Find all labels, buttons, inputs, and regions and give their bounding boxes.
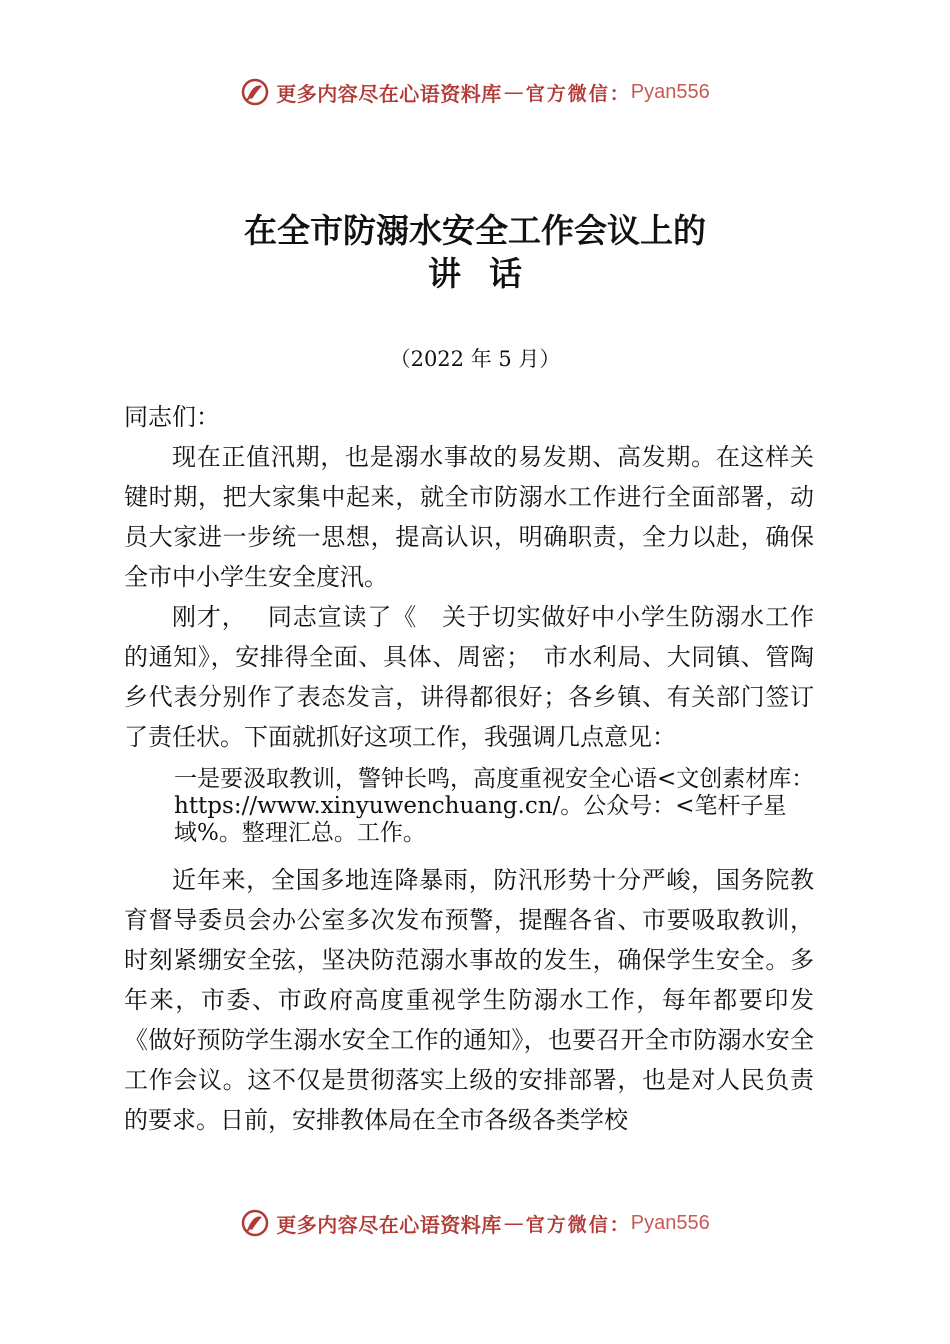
- paragraph-4: 近年来，全国多地连降暴雨，防汛形势十分严峻，国务院教育督导委员会办公室多次发布预警，提醒各省、市要吸取教训，时刻紧绷安全弦，坚决防范溺水事故的发生，确保学生安全。多年来，市委、市政府高度重视学生防溺水工作，每年都要印发《做好预防学生溺水安全工作的通知》，也要召开全市防溺水安全工作会议。这不仅是贯彻落实上级的安排部署，也是对人民负责的要求。日前，安排教体局在全市各级各类学校: [124, 866, 814, 1134]
- banner-site-text: 更多内容尽在心语资料库: [276, 81, 502, 106]
- banner-separator: —: [503, 1211, 524, 1235]
- banner-wechat-label: 官方微信：: [525, 82, 631, 105]
- footer-banner: [0, 1203, 950, 1243]
- banner-wechat-id: Pyan556: [630, 1211, 710, 1234]
- document-title-line2: 讲话: [428, 254, 550, 293]
- paragraph-2: 刚才， 同志宣读了《 关于切实做好中小学生防溺水工作的通知》，安排得全面、具体、周密； 市水利局、大同镇、管陶乡代表分别作了表态发言，讲得都很好；各乡镇、有关部门签订了责任状。下面就抓好这项工作，我强调几点意见：: [124, 603, 814, 751]
- document-title: 在全市防溺水安全工作会议上的: [244, 211, 706, 250]
- salutation: 同志们：: [124, 403, 220, 431]
- header-banner: [0, 72, 950, 112]
- logo-icon: [240, 77, 270, 107]
- banner-separator: —: [503, 80, 524, 104]
- banner-site-text: 更多内容尽在心语资料库: [276, 1212, 502, 1237]
- document-date: （2022 年 5 月）: [389, 347, 561, 371]
- paragraph-1: 现在正值汛期，也是溺水事故的易发期、高发期。在这样关键时期，把大家集中起来，就全市防溺水工作进行全面部署，动员大家进一步统一思想，提高认识，明确职责，全力以赴，确保全市中小学生安全度汛。: [124, 443, 814, 591]
- logo-icon: [240, 1208, 270, 1238]
- banner-wechat-label: 官方微信：: [525, 1213, 631, 1236]
- paragraph-3: 一是要汲取教训，警钟长鸣，高度重视安全心语<文创素材库：https://www.xinyuwenchuang.cn/。公众号：<笔杆子星域%。整理汇总。工作。: [174, 766, 815, 846]
- banner-wechat-id: Pyan556: [630, 80, 710, 103]
